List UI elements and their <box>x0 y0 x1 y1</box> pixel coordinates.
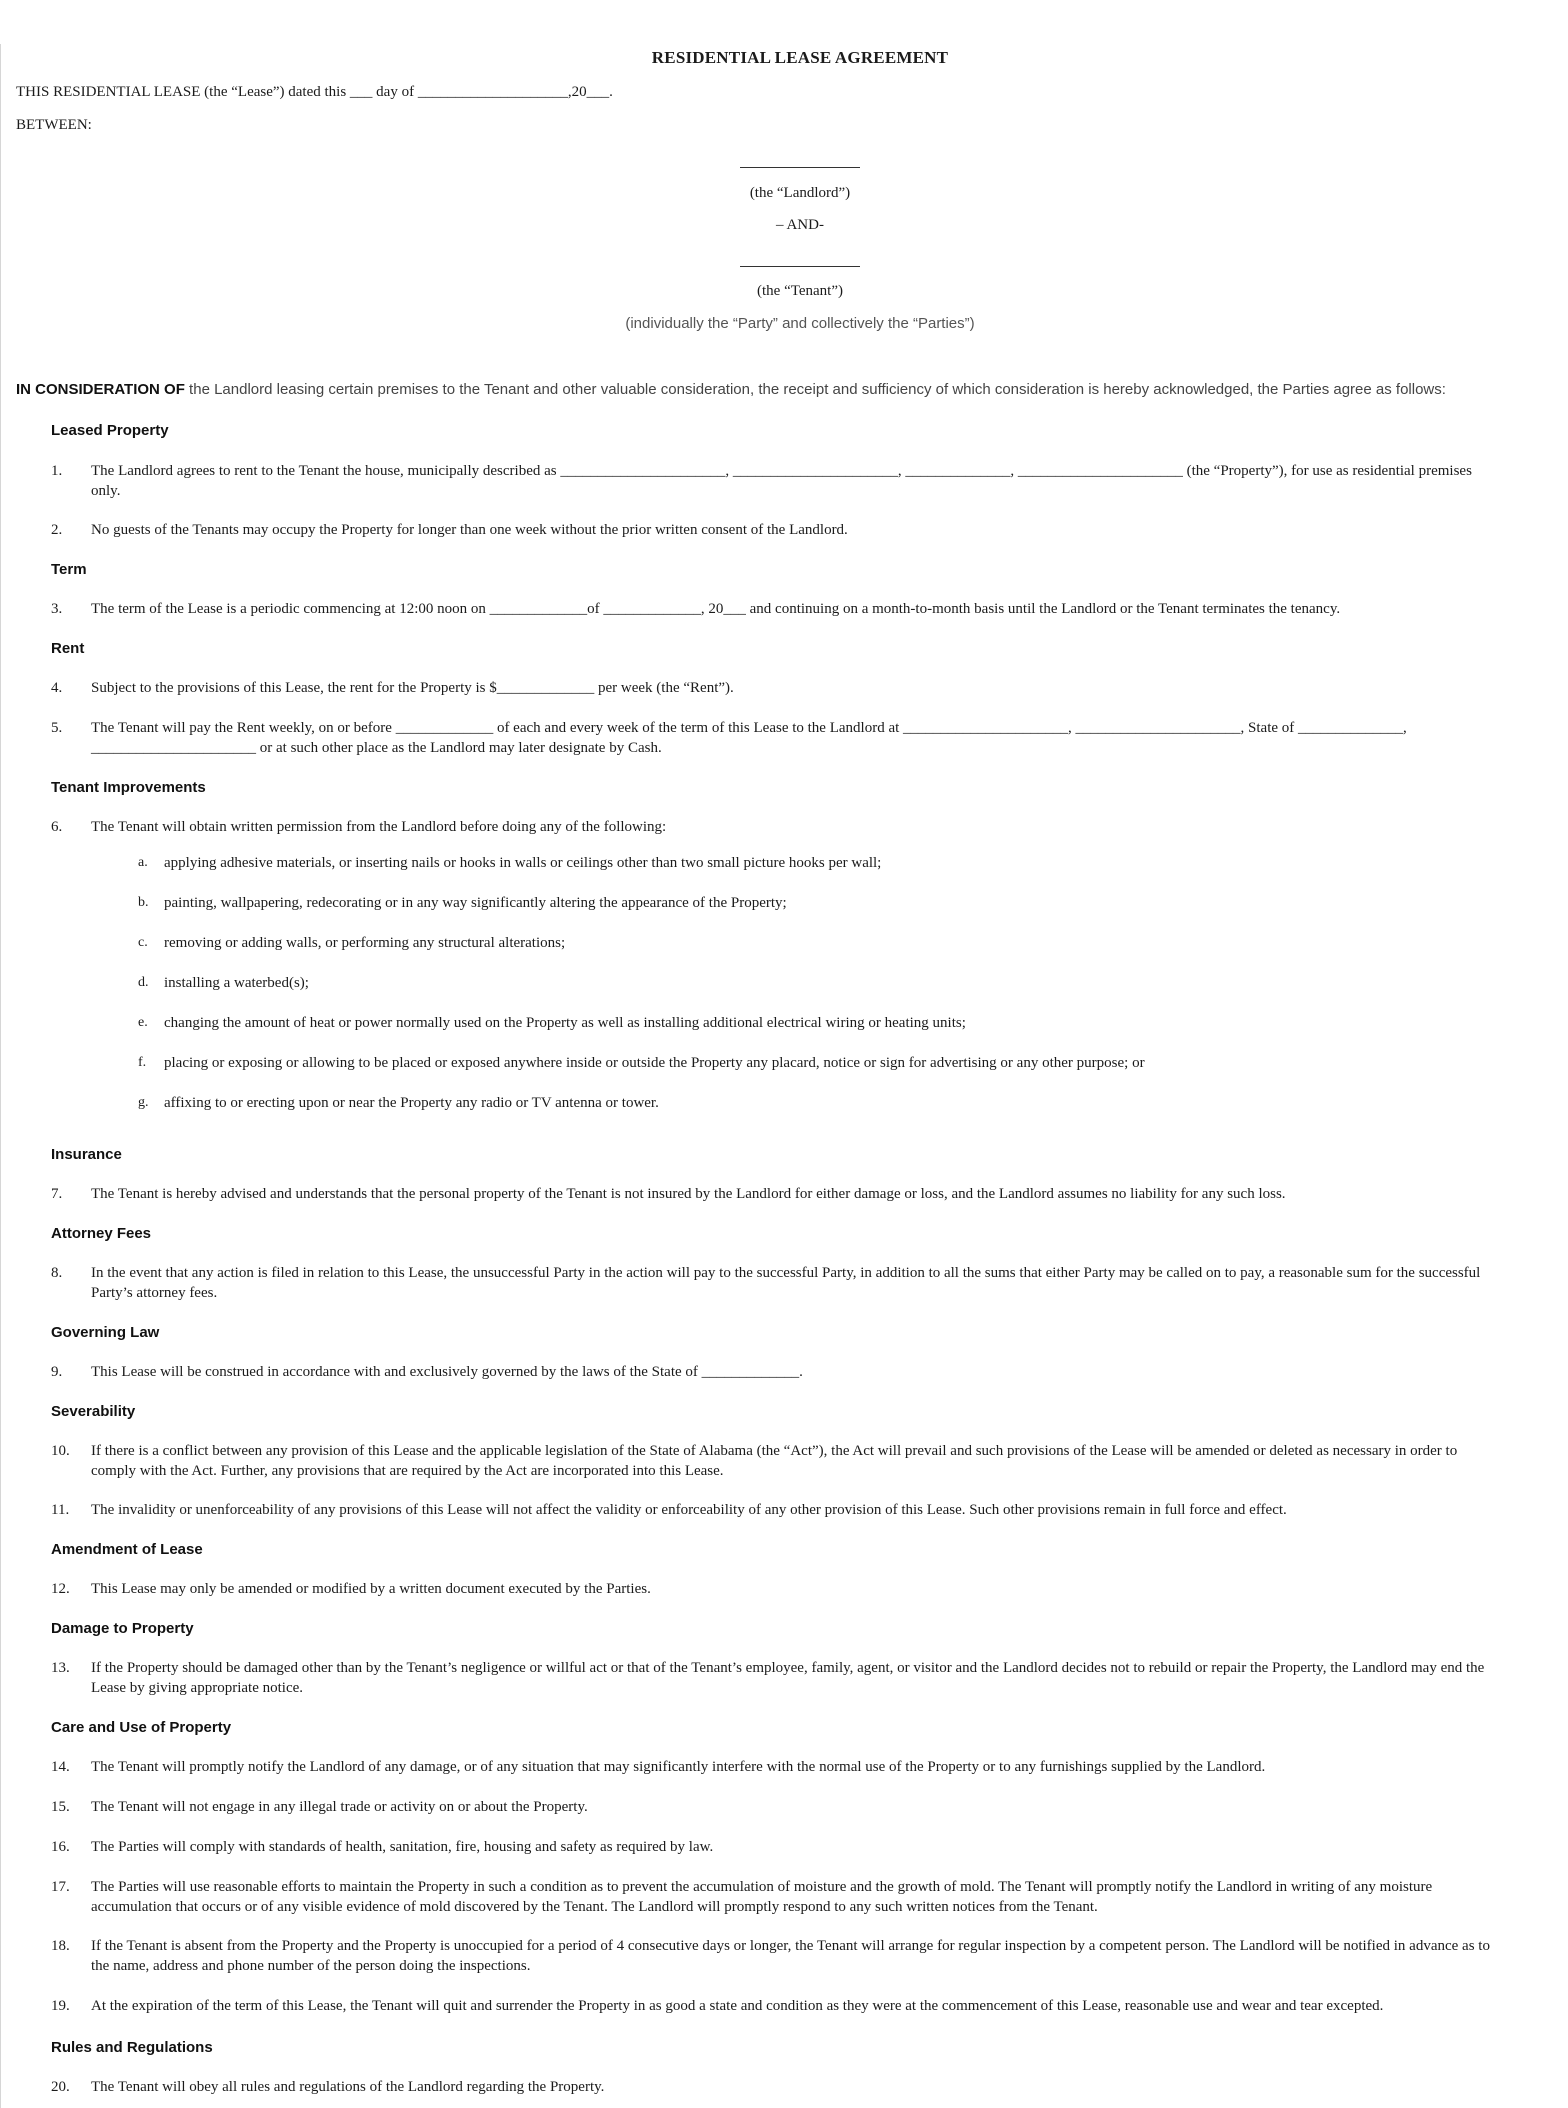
clause-20-text: The Tenant will obey all rules and regulations of the Landlord regarding the Property. <box>91 2079 605 2095</box>
clause-4-text: Subject to the provisions of this Lease, the rent for the Property is $_____________ per week (the “Rent”). <box>91 680 734 696</box>
heading-care-and-use: Care and Use of Property <box>51 1719 232 1736</box>
opening-line: THIS RESIDENTIAL LEASE (the “Lease”) dated this ___ day of ____________________,20___. <box>16 84 613 100</box>
heading-governing-law: Governing Law <box>51 1324 160 1341</box>
tenant-name-blank <box>740 266 860 267</box>
clause-16-text: The Parties will comply with standards of health, sanitation, fire, housing and safety as required by law. <box>91 1839 714 1855</box>
parties-note: (individually the “Party” and collectively the “Parties”) <box>625 315 975 332</box>
clause-1-line-1: The Landlord agrees to rent to the Tenant the house, municipally described as ______________________, ______________________, ______________, ______________________ (the “Property”), for use as residential premises <box>91 463 1472 479</box>
between-label: BETWEEN: <box>16 117 92 133</box>
clause-number: 13. <box>51 1660 70 1676</box>
sub-item-text: installing a waterbed(s); <box>164 975 309 991</box>
clause-number: 5. <box>51 720 63 736</box>
clause-18-line-2: the name, address and phone number of the person doing the inspections. <box>91 1958 531 1974</box>
clause-number: 15. <box>51 1799 70 1815</box>
clause-17-line-2: accumulation that occurs or of any visible evidence of mold discovered by the Tenant. The Landlord will promptly respond to any such written notices from the Tenant. <box>91 1899 1098 1915</box>
intro-text: the Landlord leasing certain premises to the Tenant and other valuable consideration, the receipt and sufficiency of which consideration is hereby acknowledged, the Parties agree as follows: <box>184 381 1446 398</box>
clause-number: 9. <box>51 1364 63 1380</box>
clause-7-text: The Tenant is hereby advised and understands that the personal property of the Tenant is not insured by the Landlord for either damage or loss, and the Landlord assumes no liability for any such loss. <box>91 1186 1286 1202</box>
clause-10-line-2: comply with the Act. Further, any provisions that are required by the Act are incorporated into this Lease. <box>91 1463 724 1479</box>
clause-number: 16. <box>51 1839 70 1855</box>
clause-8-line-2: Party’s attorney fees. <box>91 1285 218 1301</box>
clause-12-text: This Lease may only be amended or modified by a written document executed by the Parties. <box>91 1581 651 1597</box>
sub-item-label: a. <box>138 855 148 870</box>
heading-leased-property: Leased Property <box>51 422 169 439</box>
clause-number: 4. <box>51 680 63 696</box>
clause-3-text: The term of the Lease is a periodic commencing at 12:00 noon on _____________of _____________, 20___ and continuing on a month-to-month basis until the Landlord or the Tenant terminates the tenancy. <box>91 601 1341 617</box>
sub-item-text: painting, wallpapering, redecorating or in any way significantly altering the appearance of the Property; <box>164 895 787 911</box>
consideration-paragraph <box>16 380 1446 400</box>
clause-1-line-2: only. <box>91 483 121 499</box>
clause-10-line-1: If there is a conflict between any provision of this Lease and the applicable legislation of the State of Alabama (the “Act”), the Act will prevail and such provisions of the Lease will be amended or deleted as necessary in order to <box>91 1443 1458 1459</box>
sub-item-label: g. <box>138 1095 149 1110</box>
clause-number: 20. <box>51 2079 70 2095</box>
sub-item-text: changing the amount of heat or power normally used on the Property as well as installing additional electrical wiring or heating units; <box>164 1015 966 1031</box>
clause-14-text: The Tenant will promptly notify the Landlord of any damage, or of any situation that may significantly interfere with the normal use of the Property or to any furnishings supplied by the Landlord. <box>91 1759 1266 1775</box>
heading-attorney-fees: Attorney Fees <box>51 1225 152 1242</box>
clause-19-text: At the expiration of the term of this Lease, the Tenant will quit and surrender the Property in as good a state and condition as they were at the commencement of this Lease, reasonable use and wear and tear excepted. <box>91 1998 1384 2014</box>
clause-number: 18. <box>51 1938 70 1954</box>
sub-item-label: e. <box>138 1015 148 1030</box>
sub-item-label: d. <box>138 975 149 990</box>
sub-item-text: removing or adding walls, or performing any structural alterations; <box>164 935 566 951</box>
sub-item-text: affixing to or erecting upon or near the Property any radio or TV antenna or tower. <box>164 1095 659 1111</box>
clause-number: 6. <box>51 819 63 835</box>
heading-rent: Rent <box>51 640 85 657</box>
document-title: RESIDENTIAL LEASE AGREEMENT <box>651 48 949 67</box>
sub-item-label: c. <box>138 935 148 950</box>
heading-insurance: Insurance <box>51 1146 122 1163</box>
heading-rules: Rules and Regulations <box>51 2039 213 2056</box>
intro-bold: IN CONSIDERATION OF <box>16 381 185 398</box>
and-separator: – AND- <box>776 217 824 233</box>
clause-15-text: The Tenant will not engage in any illegal trade or activity on or about the Property. <box>91 1799 588 1815</box>
clause-13-line-2: Lease by giving appropriate notice. <box>91 1680 304 1696</box>
clause-number: 3. <box>51 601 63 617</box>
sub-item-label: b. <box>138 895 149 910</box>
clause-number: 2. <box>51 522 63 538</box>
heading-term: Term <box>51 561 87 578</box>
clause-number: 10. <box>51 1443 70 1459</box>
clause-5-line-1: The Tenant will pay the Rent weekly, on or before _____________ of each and every week of the term of this Lease to the Landlord at ______________________, ______________________, State of ______________, <box>91 720 1407 736</box>
clause-number: 17. <box>51 1879 70 1895</box>
landlord-label: (the “Landlord”) <box>749 185 851 201</box>
clause-6-text: The Tenant will obtain written permission from the Landlord before doing any of the following: <box>91 819 667 835</box>
clause-8-line-1: In the event that any action is filed in relation to this Lease, the unsuccessful Party in the action will pay to the successful Party, in addition to all the sums that either Party may be called on to pay, a reasonable sum for the successful <box>91 1265 1481 1281</box>
heading-tenant-improvements: Tenant Improvements <box>51 779 206 796</box>
sub-item-text: placing or exposing or allowing to be placed or exposed anywhere inside or outside the Property any placard, notice or sign for advertising or any other purpose; or <box>164 1055 1145 1071</box>
clause-5-line-2: ______________________ or at such other place as the Landlord may later designate by Cash. <box>91 740 662 756</box>
clause-9-text: This Lease will be construed in accordance with and exclusively governed by the laws of the State of _____________. <box>91 1364 803 1380</box>
clause-number: 1. <box>51 463 63 479</box>
tenant-label: (the “Tenant”) <box>757 283 843 299</box>
clause-11-text: The invalidity or unenforceability of any provisions of this Lease will not affect the validity or enforceability of any other provision of this Lease. Such other provisions remain in full force and effect. <box>91 1502 1287 1518</box>
sub-item-text: applying adhesive materials, or inserting nails or hooks in walls or ceilings other than two small picture hooks per wall; <box>164 855 882 871</box>
clause-18-line-1: If the Tenant is absent from the Property and the Property is unoccupied for a period of 4 consecutive days or longer, the Tenant will arrange for regular inspection by a competent person. The Landlord will be notified in advance as to <box>91 1938 1490 1954</box>
clause-13-line-1: If the Property should be damaged other than by the Tenant’s negligence or willful act or that of the Tenant’s employee, family, agent, or visitor and the Landlord decides not to rebuild or repair the Property, the Landlord may end the <box>91 1660 1485 1676</box>
heading-severability: Severability <box>51 1403 136 1420</box>
heading-amendment: Amendment of Lease <box>51 1541 203 1558</box>
clause-number: 14. <box>51 1759 70 1775</box>
landlord-name-blank <box>740 167 860 168</box>
clause-number: 19. <box>51 1998 70 2014</box>
clause-number: 7. <box>51 1186 63 1202</box>
clause-number: 11. <box>51 1502 70 1518</box>
sub-item-label: f. <box>138 1055 147 1070</box>
clause-17-line-1: The Parties will use reasonable efforts to maintain the Property in such a condition as to prevent the accumulation of moisture and the growth of mold. The Tenant will promptly notify the Landlord in writing of any moisture <box>91 1879 1433 1895</box>
clause-2-text: No guests of the Tenants may occupy the Property for longer than one week without the prior written consent of the Landlord. <box>91 522 848 538</box>
clause-number: 12. <box>51 1581 70 1597</box>
clause-number: 8. <box>51 1265 63 1281</box>
heading-damage: Damage to Property <box>51 1620 194 1637</box>
